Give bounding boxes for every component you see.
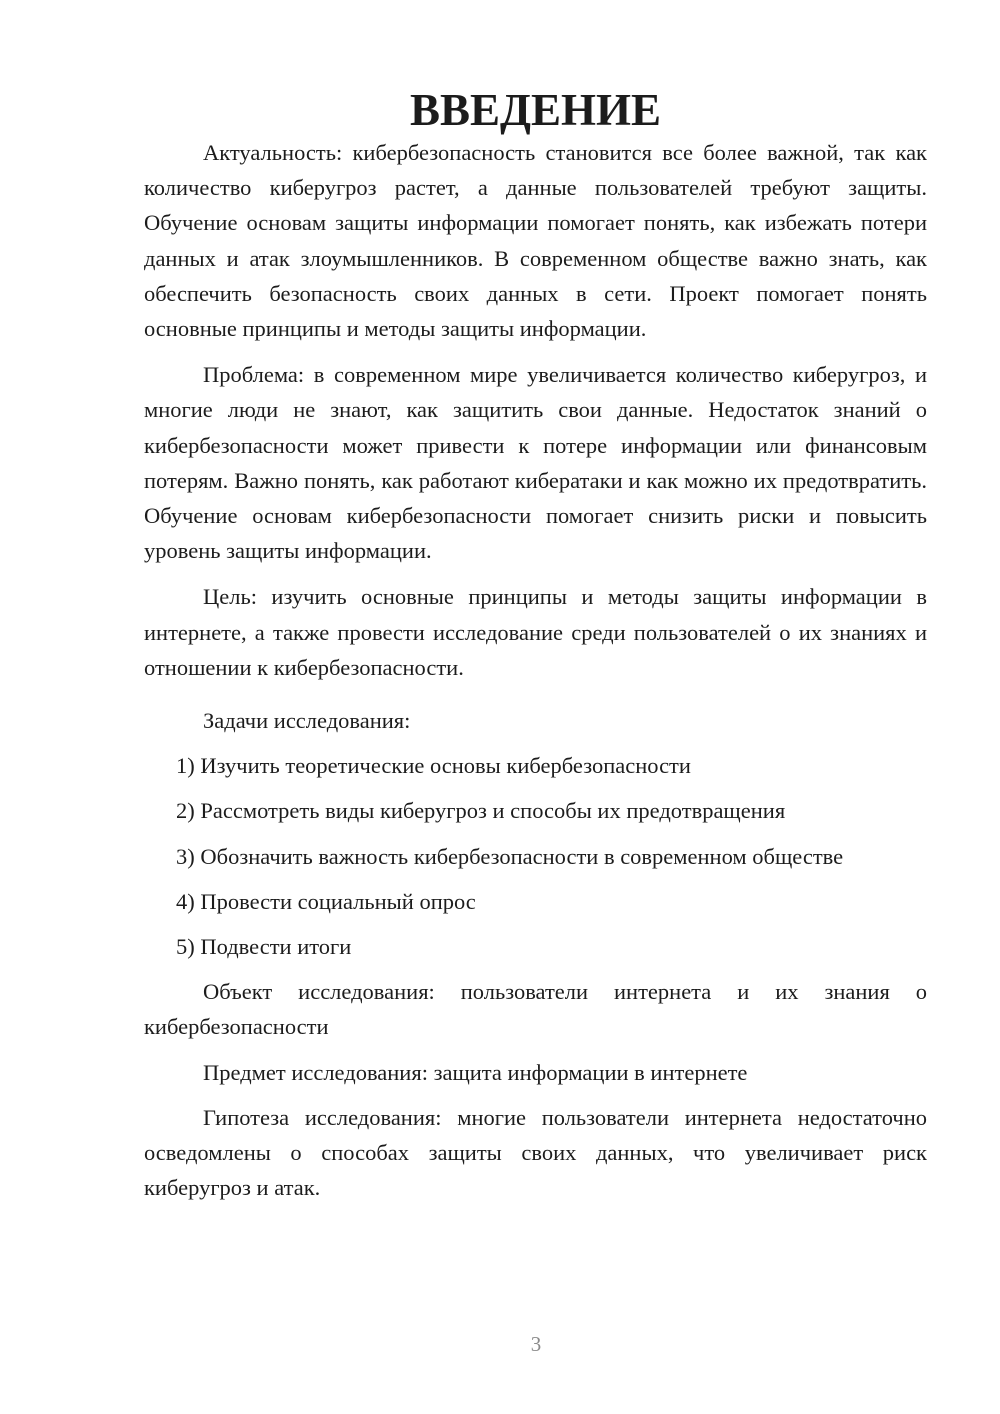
task-item: 5) Подвести итоги (176, 934, 352, 960)
problem-paragraph: Проблема: в современном мире увеличивается количество киберугроз, и многие люди не знают, как защитить свои данные. Недостаток знаний о кибербезопасности может привести к потере информации или финансовым потерям. Важно понять, как работают кибератаки и как можно их предотвратить. Обучение основам кибербезопасности помогает снизить риски и повысить уровень защиты информации. (144, 362, 927, 564)
page-content (144, 85, 927, 1205)
section-title: ВВЕДЕНИЕ (409, 85, 662, 135)
object-paragraph: Объект исследования: пользователи интернета и их знания о кибербезопасности (144, 979, 927, 1040)
task-item: 2) Рассмотреть виды киберугроз и способы их предотвращения (176, 798, 786, 824)
hypothesis-paragraph: Гипотеза исследования: многие пользователи интернета недостаточно осведомлены о способах защиты своих данных, что увеличивает риск киберугроз и атак. (144, 1104, 927, 1201)
subject-paragraph: Предмет исследования: защита информации в интернете (203, 1059, 748, 1085)
tasks-heading: Задачи исследования: (203, 708, 411, 734)
goal-paragraph: Цель: изучить основные принципы и методы защиты информации в интернете, а также провести исследование среди пользователей о их знаниях и отношении к кибербезопасности. (144, 584, 927, 680)
task-item: 1) Изучить теоретические основы кибербезопасности (176, 753, 691, 779)
page-number: 3 (530, 1332, 542, 1356)
tasks-list (144, 748, 927, 964)
task-item: 4) Провести социальный опрос (176, 888, 476, 914)
relevance-paragraph: Актуальность: кибербезопасность становится все более важной, так как количество киберугроз растет, а данные пользователей требуют защиты. Обучение основам защиты информации помогает понять, как избежать потери данных и атак злоумышленников. В современном обществе важно знать, как обеспечить безопасность своих данных в сети. Проект помогает понять основные принципы и методы защиты информации. (144, 140, 927, 342)
task-item: 3) Обозначить важность кибербезопасности в современном обществе (176, 843, 844, 869)
